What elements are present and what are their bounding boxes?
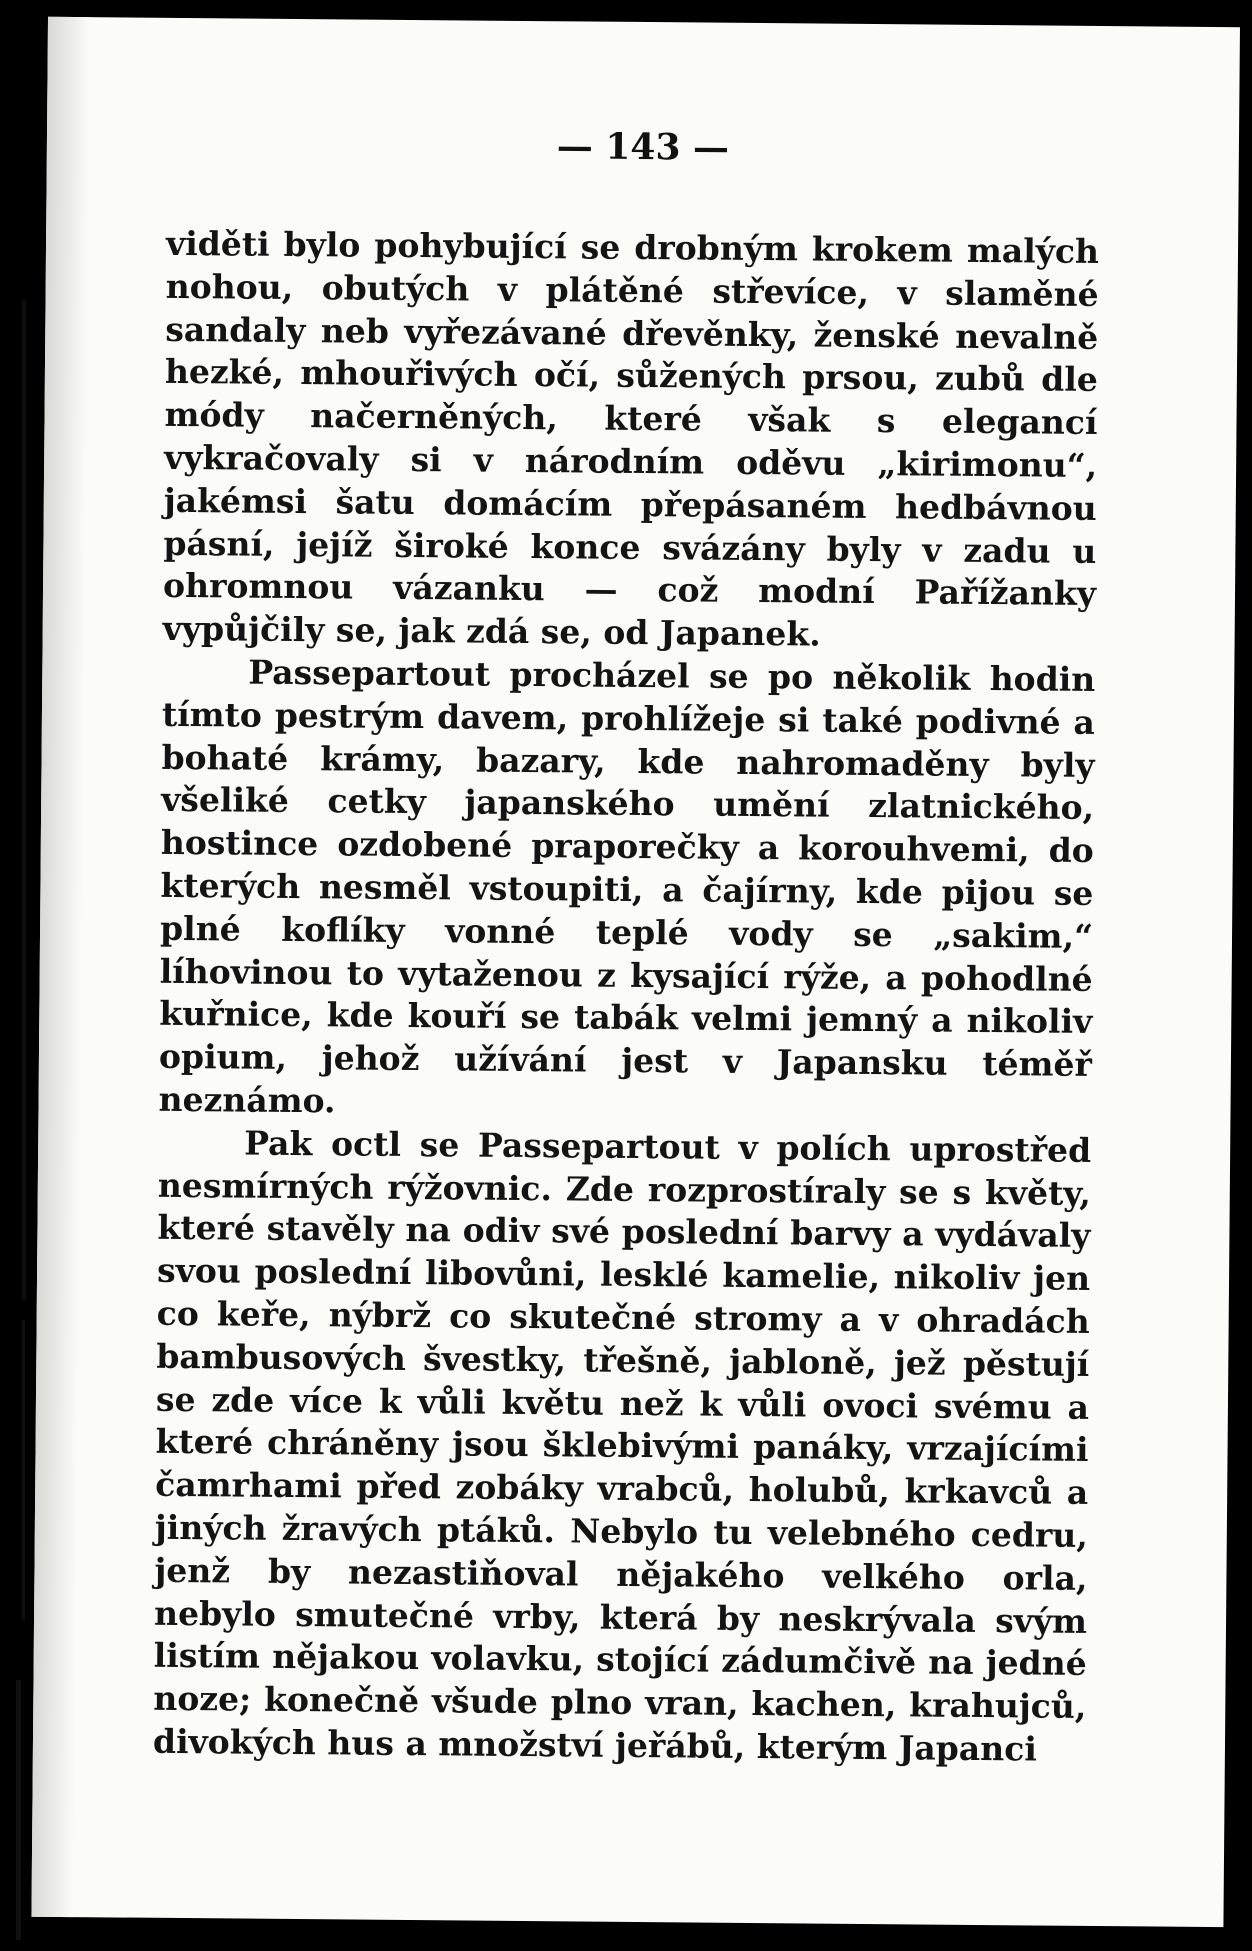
paragraph: viděti bylo pohybující se drobným krokem malých nohou, obutých v plátěné střevíce, v slaměné sandaly neb vyřezávané dřevěnky, ženské nevalně hezké, mhouřivých očí, sůžených prsou, zubů dle módy načerněných, které však s elegancí vykračovaly si v národním oděvu „kirimonu“, jakémsi šatu domácím přepásaném hedbávnou pásní, jejíž široké konce svázány byly v zadu u ohromnou vázanku — což modní Pařížanky vypůjčily se, jak zdá se, od Japanek. bbox=[162, 223, 1100, 654]
margin-rule bbox=[16, 1680, 21, 1940]
page-number: — 143 — bbox=[556, 125, 730, 169]
margin-rule bbox=[22, 300, 26, 1300]
book-page bbox=[31, 17, 1240, 1927]
margin-rule bbox=[22, 1320, 25, 1620]
body-text bbox=[153, 223, 1099, 1772]
gutter-shadow bbox=[31, 17, 90, 1917]
paragraph: Pak octl se Passepartout v polích uprostřed nesmírných rýžovnic. Zde rozprostíraly se s květy, které stavěly na odiv své poslední barvy a vydávaly svou poslední libovůni, lesklé kamelie, nikoliv jen co keře, nýbrž co skutečné stromy a v ohradách bambusových švestky, třešně, jabloně, jež pěstují se zde více k vůli květu než k vůli ovoci svému a které chráněny jsou šklebivými panáky, vrzajícími čamrhami před zobáky vrabců, holubů, krkavců a jiných žravých ptáků. Nebylo tu velebného cedru, jenž by nezastiňoval nějakého velkého orla, nebylo smutečné vrby, která by neskrývala svým listím nějakou volavku, stojící zádumčivě na jedné noze; konečně všude plno vran, kachen, krahujců, divokých hus a množství jeřábů, kterým Japanci bbox=[152, 1123, 1092, 1769]
paragraph: Passepartout procházel se po několik hodin tímto pestrým davem, prohlížeje si také podivné a bohaté krámy, bazary, kde nahromaděny byly všeliké cetky japanského umění zlatnického, hostince ozdobené praporečky a korouhvemi, do kterých nesměl vstoupiti, a čajírny, kde pijou se plné koflíky vonné teplé vody se „sakim,“ líhovinou to vytaženou z kysající rýže, a pohodlné kuřnice, kde kouří se tabák velmi jemný a nikoliv opium, jehož užívání jest v Japansku téměř neznámo. bbox=[158, 652, 1096, 1121]
